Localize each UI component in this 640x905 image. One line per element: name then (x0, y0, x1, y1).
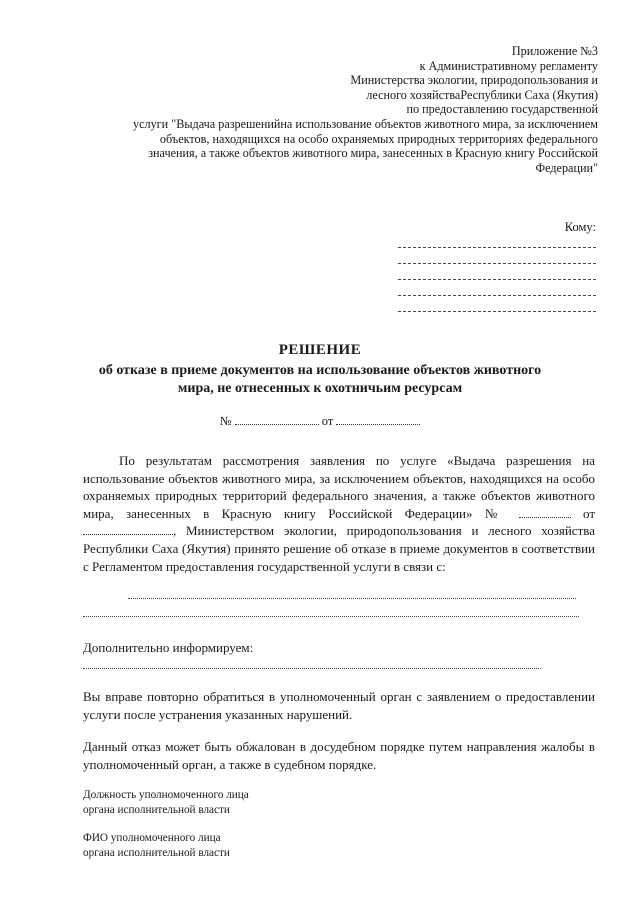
recipient-blank-line (398, 279, 596, 280)
annex-line: объектов, находящихся на особо охраняемых природных территориях федерального (159, 131, 598, 146)
recipient-blank-line (398, 311, 596, 312)
reason-blank-line (83, 616, 579, 617)
body-text-part2: , Министерством экологии, природопользования и лесного хозяйства Республики Саха (Якутия) принято решение об отказе в приеме документов в соответствии с Регламентом предоставления государственной услуги в связи с: (83, 523, 595, 574)
annex-line: лесного хозяйстваРеспублики Саха (Якутия) (366, 87, 598, 102)
annex-line: значения, а также объектов животного мира, занесенных в Красную книгу Российской (148, 146, 598, 161)
additional-info-label: Дополнительно информируем: (83, 640, 254, 655)
reapply-notice: Вы вправе повторно обратиться в уполномоченный орган с заявлением о предоставлении услуги после устранения указанных нарушений. (83, 689, 595, 722)
recipient-lines (398, 232, 596, 312)
annex-line: Министерства экологии, природопользования и (350, 73, 598, 88)
recipient-blank-line (398, 263, 596, 264)
annex-line: Федерации" (535, 160, 598, 175)
number-blank (235, 412, 319, 425)
additional-info-blank-line (83, 668, 541, 669)
annex-line: к Административному регламенту (419, 58, 598, 73)
document-subtitle (80, 362, 560, 398)
date-label: от (321, 414, 334, 428)
decision-body (83, 452, 595, 575)
appeal-notice: Данный отказ может быть обжалован в досудебном порядке путем направления жалобы в уполномоченный орган, а также в судебном порядке. (83, 739, 595, 772)
application-date-blank (83, 522, 173, 535)
signature-line: органа исполнительной власти (83, 804, 230, 816)
annex-line: по предоставлению государственной (406, 102, 598, 117)
recipient-blank-line (398, 247, 596, 248)
official-name (83, 831, 230, 861)
decision-number-line (0, 412, 640, 429)
application-number-blank (519, 505, 571, 518)
subtitle-line: об отказе в приеме документов на использование объектов животного (98, 363, 542, 378)
annex-header (78, 44, 598, 175)
body-text-part1: По результатам рассмотрения заявления по услуге «Выдача разрешения на использование объектов животного мира, за исключением объектов, находящихся на особо охраняемых природных территорий федерального значения, а также объектов животного мира, занесенных в Красную книгу Российской Федерации» № (83, 453, 595, 521)
subtitle-line: мира, не отнесенных к охотничьим ресурсам (177, 381, 463, 396)
reason-blank-line (128, 598, 576, 599)
body-from: от (582, 505, 595, 521)
annex-line: Приложение №3 (511, 44, 598, 58)
recipient-label: Кому: (564, 220, 596, 234)
number-sign: № (219, 414, 232, 428)
official-position (83, 788, 249, 818)
signature-line: ФИО уполномоченного лица (83, 832, 221, 844)
recipient-blank-line (398, 295, 596, 296)
signature-line: органа исполнительной власти (83, 847, 230, 859)
signature-line: Должность уполномоченного лица (83, 789, 249, 801)
document-title: РЕШЕНИЕ (278, 342, 362, 358)
annex-line: услуги "Выдача разрешенийна использование объектов животного мира, за исключением (132, 116, 598, 131)
date-blank (336, 412, 420, 425)
